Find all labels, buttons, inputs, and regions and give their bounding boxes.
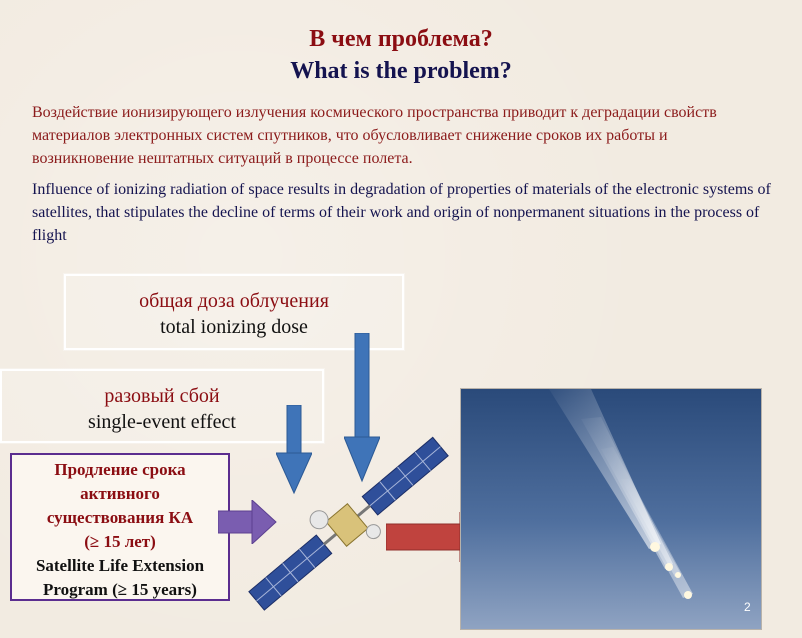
slide-title-en: What is the problem? <box>290 58 512 84</box>
total-ionizing-dose-label-en: total ionizing dose <box>160 316 308 338</box>
total-ionizing-dose-label-ru: общая доза облучения <box>139 290 329 312</box>
life-extension-line-en-2: Program (≥ 15 years) <box>43 580 197 599</box>
single-event-effect-label-ru: разовый сбой <box>104 385 220 407</box>
single-event-effect-label-en: single-event effect <box>88 411 236 433</box>
slide-title-ru: В чем проблема? <box>309 26 493 52</box>
life-extension-line-ru-3: существования КА <box>46 508 194 527</box>
life-extension-line-en-1: Satellite Life Extension <box>35 556 205 575</box>
life-extension-line-ru-2: активного <box>80 484 160 503</box>
life-extension-box <box>10 453 230 601</box>
page-number: 2 <box>744 600 751 614</box>
problem-description-en: Influence of ionizing radiation of space results in degradation of properties of materials of the electronic systems of satellites, that stipulates the decline of terms of their work and origin of nonpermanent situations in the process of flight <box>32 181 771 244</box>
life-extension-line-ru-1: Продление срока <box>54 460 186 479</box>
reentry-debris-photo <box>460 388 762 630</box>
satellite-icon <box>222 405 472 637</box>
problem-description-ru: Воздействие ионизирующего излучения космического пространства приводит к деградации свойств материалов электронных систем спутников, что обусловливает снижение сроков их работы и возникновение нештатных ситуаций в процессе полета. <box>32 104 717 167</box>
life-extension-line-ru-4: (≥ 15 лет) <box>84 532 156 551</box>
